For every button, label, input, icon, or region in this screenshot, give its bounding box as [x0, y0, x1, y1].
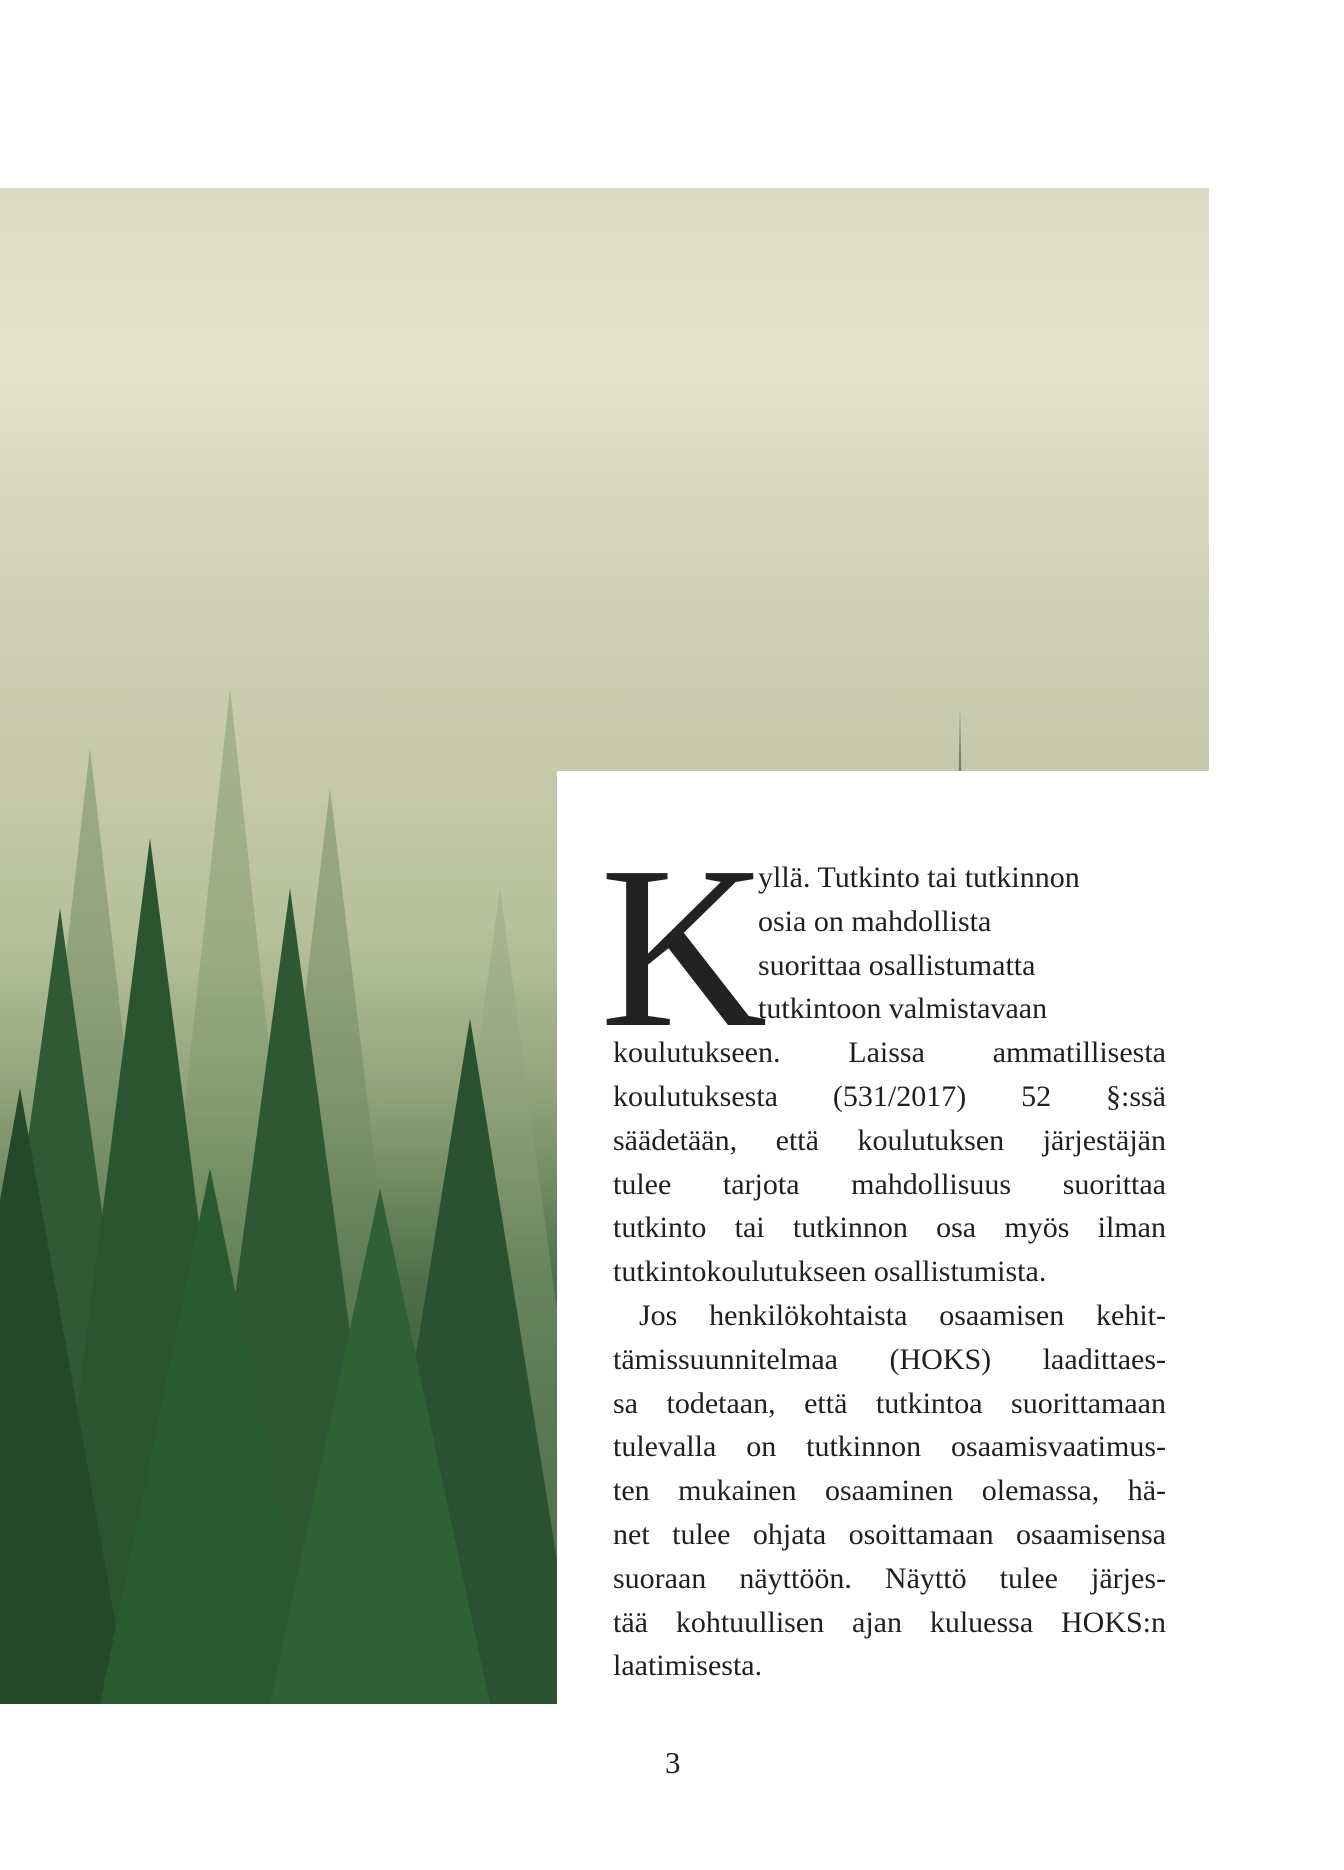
text-line: net tulee ohjata osoittamaan osaamisensa [613, 1517, 1166, 1551]
text-line: koulutuksesta (531/2017) 52 §:ssä [613, 1079, 1166, 1113]
page-number: 3 [665, 1745, 681, 1780]
text-line: tutkintokoulutukseen osallistumista. [613, 1255, 1047, 1289]
text-line: ten mukainen osaaminen olemassa, hä- [613, 1474, 1166, 1508]
text-line: suorittaa osallistumatta [758, 948, 1036, 982]
text-line: yllä. Tutkinto tai tutkinnon [758, 861, 1080, 894]
text-line: säädetään, että koulutuksen järjestäjän [613, 1123, 1166, 1157]
text-line: tämissuunnitelmaa (HOKS) laadittaes- [613, 1342, 1166, 1376]
text-line: tää kohtuullisen ajan kuluessa HOKS:n [613, 1605, 1166, 1639]
text-line: sa todetaan, että tutkintoa suorittamaan [613, 1386, 1166, 1420]
text-line: tutkinto tai tutkinnon osa myös ilman [613, 1211, 1166, 1245]
drop-cap: K [600, 819, 768, 1076]
article-body [613, 856, 1166, 1688]
text-line: laatimisesta. [613, 1649, 763, 1683]
text-line: suoraan näyttöön. Näyttö tulee järjes- [613, 1561, 1166, 1595]
text-line: tulevalla on tutkinnon osaamisvaatimus- [613, 1430, 1166, 1464]
text-line: tutkintoon valmistavaan [758, 992, 1048, 1026]
text-line: osia on mahdollista [758, 904, 992, 938]
text-line: tulee tarjota mahdollisuus suorittaa [613, 1167, 1166, 1201]
text-line: Jos henkilökohtaista osaamisen kehit- [639, 1298, 1166, 1332]
text-line: koulutukseen. Laissa ammatillisesta [613, 1036, 1166, 1070]
